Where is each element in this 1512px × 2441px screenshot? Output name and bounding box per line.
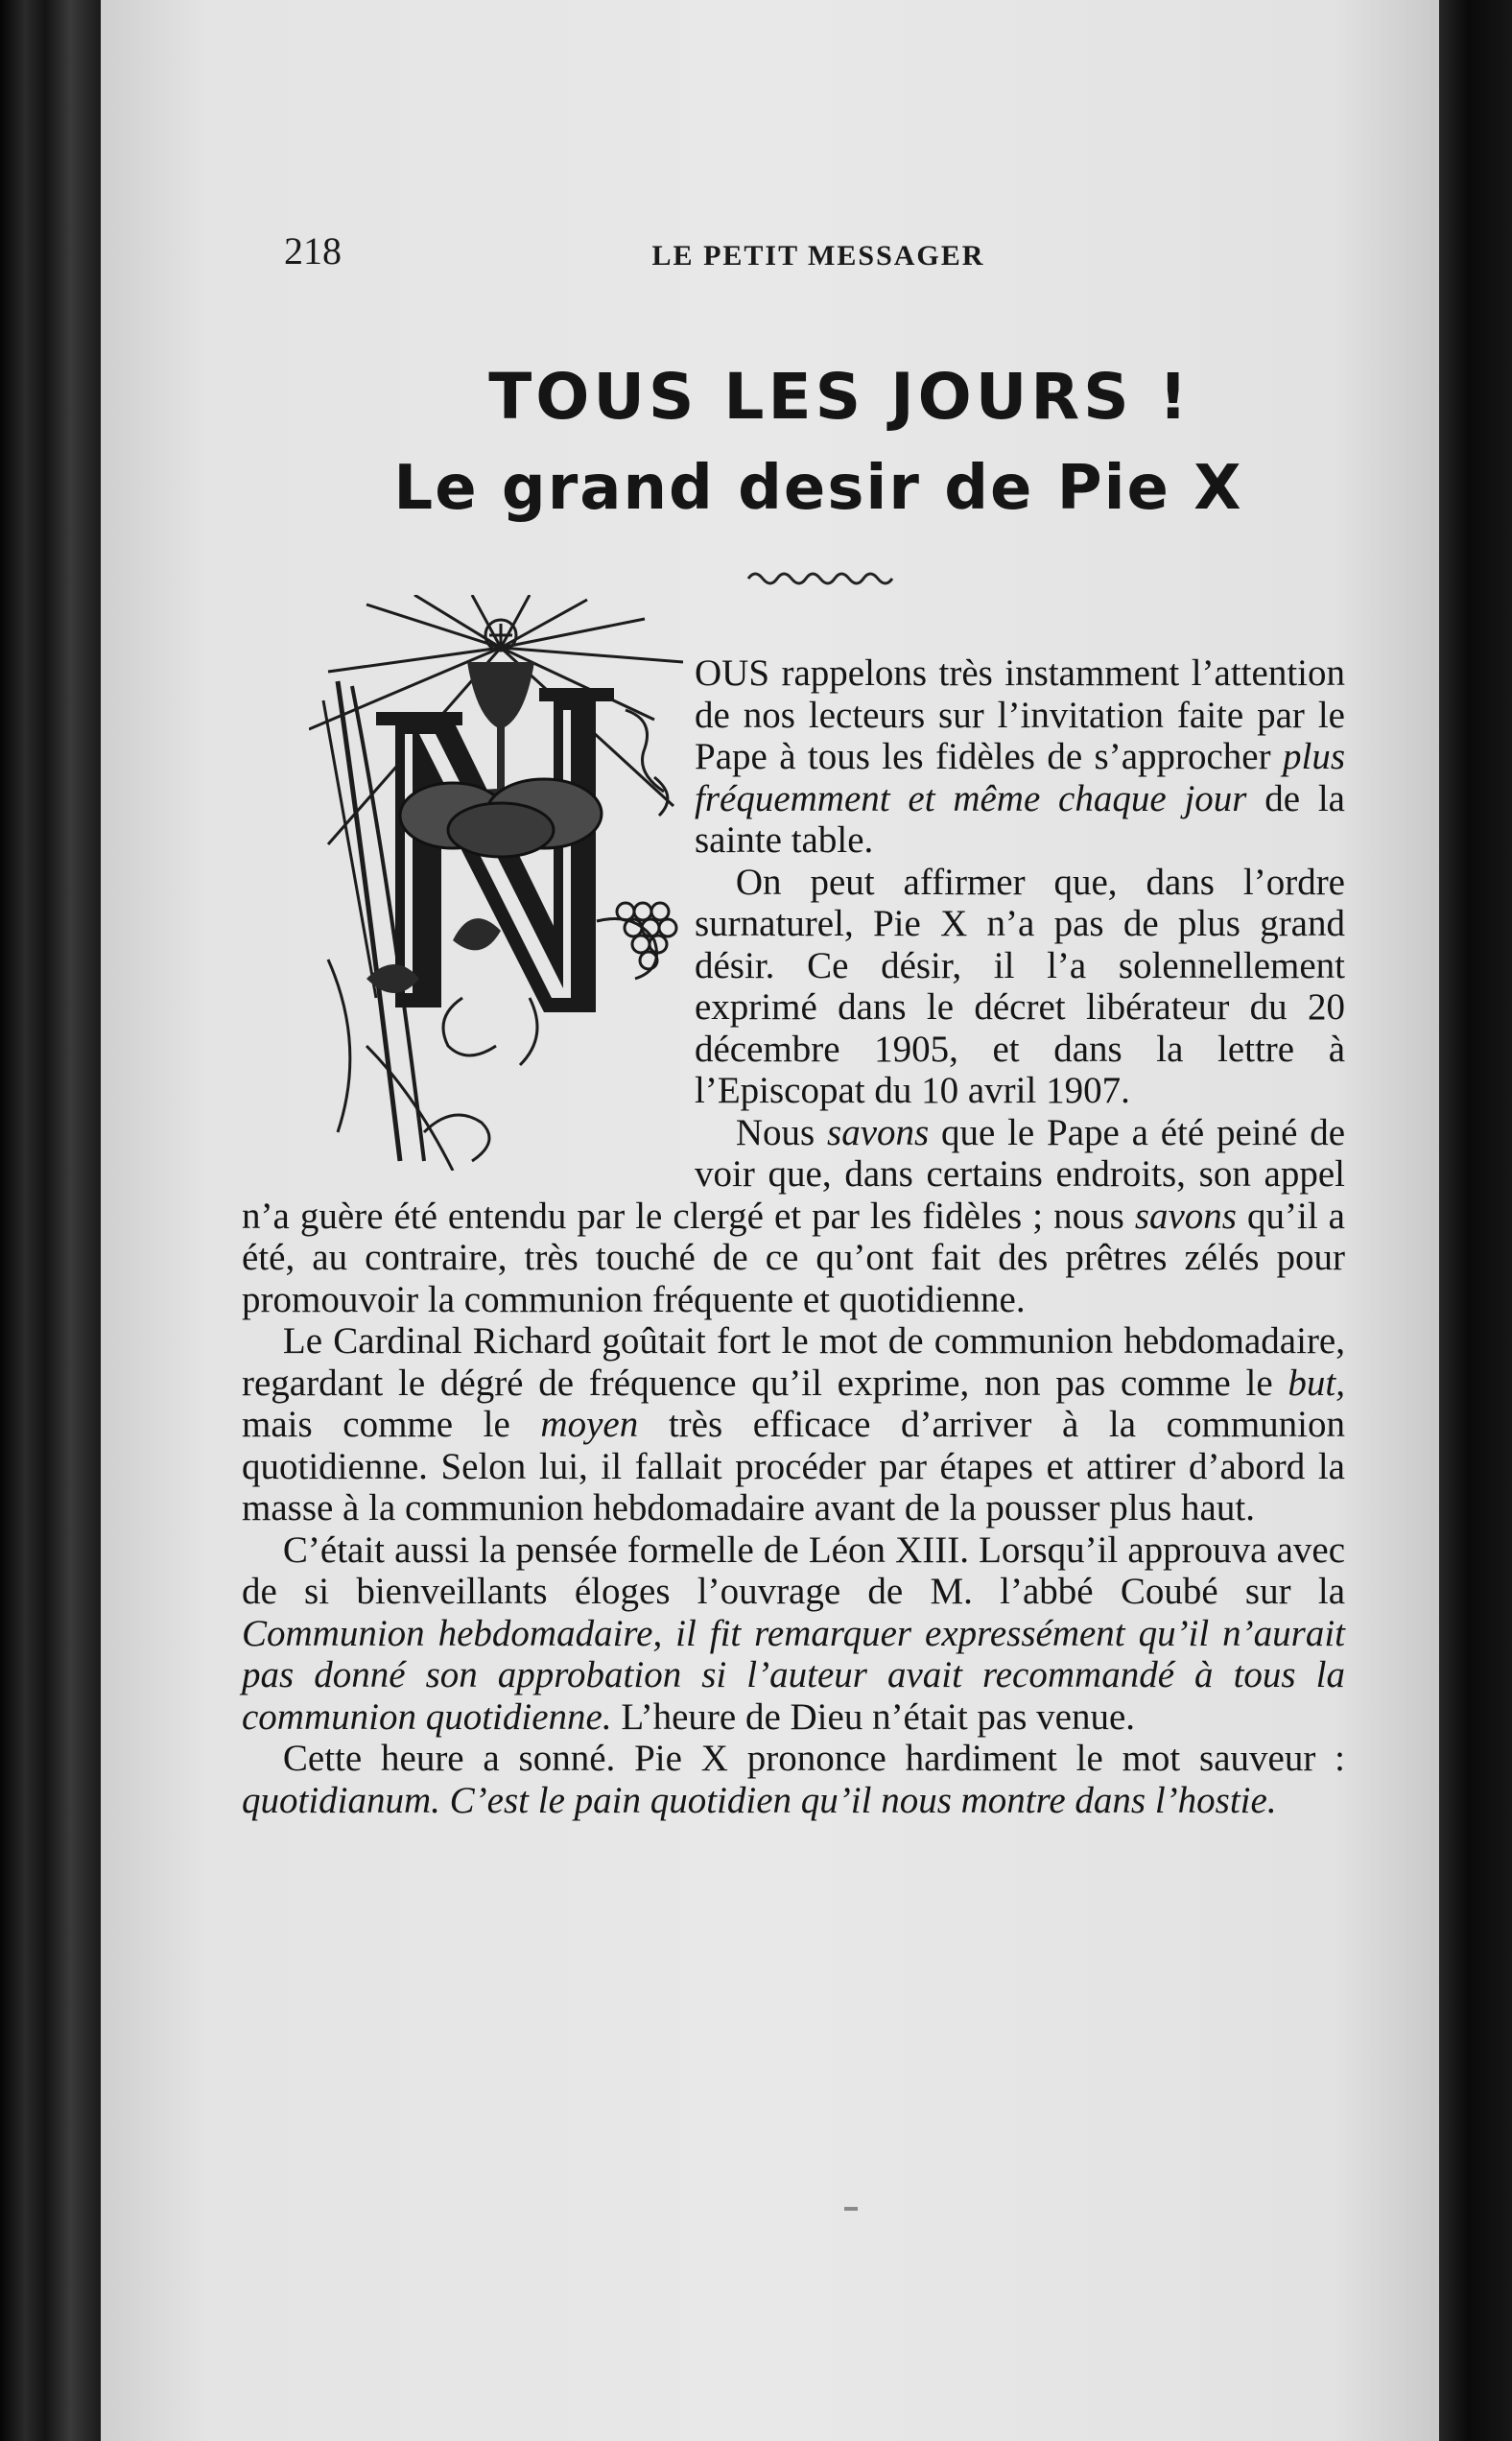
text-run: OUS rappelons très instamment l’attention de nos lecteurs sur l’invitation faite par le Pape à tous les fidèles de s’approcher bbox=[695, 652, 1345, 777]
text-run: Nous bbox=[735, 1111, 828, 1153]
article-body bbox=[242, 652, 1345, 1821]
text-run: de la sainte table. bbox=[695, 777, 1345, 861]
text-run: que le Pape a été peiné de voir que, dans certains endroits, son appel n’a guère été entendu par le clergé et par les fidèles ; nous bbox=[242, 1111, 1346, 1237]
italic-run: savons bbox=[1134, 1195, 1237, 1237]
text-run: mais comme le bbox=[242, 1404, 541, 1445]
running-title: LE PETIT MESSAGER bbox=[651, 240, 985, 272]
italic-run: but, bbox=[1288, 1362, 1345, 1404]
paragraph-6 bbox=[242, 1738, 1345, 1821]
italic-run: savons bbox=[827, 1111, 930, 1153]
text-run: très efficace d’arriver à la communion quotidienne. Selon lui, il fallait procéder par étapes et attirer d’abord la masse à la communion hebdomadaire avant de la pousser plus haut. bbox=[242, 1404, 1345, 1529]
text-run: Le Cardinal Richard goûtait fort le mot de communion hebdomadaire, regardant le dégré de fréquence qu’il exprime, non pas comme le bbox=[242, 1320, 1345, 1404]
page-number: 218 bbox=[284, 229, 342, 273]
italic-run: moyen bbox=[540, 1404, 639, 1445]
text-run: Cette heure a sonné. Pie X prononce hardiment le mot sauveur : bbox=[282, 1738, 1345, 1779]
italic-run: Communion hebdomadaire, il fit remarquer expressément qu’il n’aurait pas donné son approbation si l’auteur avait recommandé à tous la communion quotidienne. bbox=[242, 1612, 1345, 1738]
paragraph-4 bbox=[242, 1320, 1345, 1529]
ornamental-rule bbox=[744, 561, 897, 590]
text-run: C’était aussi la pensée formelle de Léon XIII. Lorsqu’il approuva avec de si bienveillants éloges l’ouvrage de M. l’abbé Coubé sur la bbox=[242, 1529, 1345, 1612]
text-run: qu’il a été, au contraire, très touché de ce qu’ont fait des prêtres zélés pour promouvoir la communion fréquente et quotidienne. bbox=[242, 1195, 1345, 1320]
article-title: TOUS LES JOURS ! bbox=[488, 360, 1192, 434]
page-mark bbox=[844, 2207, 858, 2211]
italic-run: plus fréquemment et même chaque jour bbox=[695, 736, 1345, 819]
text-run: L’heure de Dieu n’était pas venue. bbox=[611, 1695, 1136, 1738]
paragraph-2: On peut affirmer que, dans l’ordre surnaturel, Pie X n’a pas de plus grand désir. Ce désir, il l’a solennellement exprimé dans le décret libérateur du 20 décembre 1905, et dans la lettre à l’Episcopat du 10 avril 1907. bbox=[695, 861, 1345, 1111]
italic-run: quotidianum. C’est le pain quotidien qu’il nous montre dans l’hostie. bbox=[242, 1779, 1277, 1821]
paragraph-5 bbox=[242, 1529, 1345, 1739]
article-subtitle: Le grand desir de Pie X bbox=[393, 453, 1243, 524]
